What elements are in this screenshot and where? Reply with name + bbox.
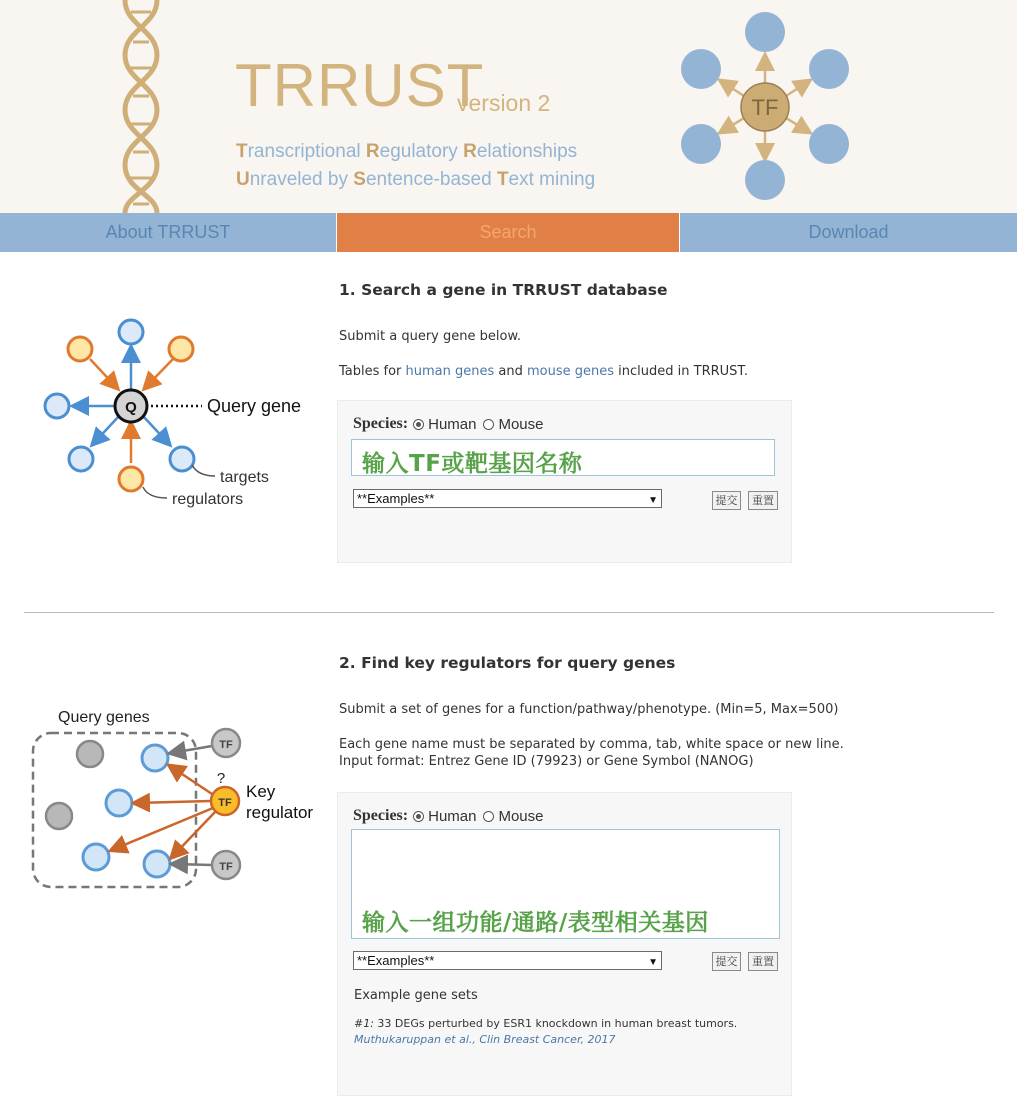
reset-button[interactable]: 重置	[748, 491, 778, 510]
svg-text:?: ?	[216, 770, 226, 787]
example-1-reference-link[interactable]: Muthukaruppan et al., Clin Breast Cancer, 2017	[354, 1033, 616, 1046]
regulators-label: regulators	[172, 491, 244, 508]
example-gene-set-1: #1: 33 DEGs perturbed by ESR1 knockdown in human breast tumors.	[354, 1017, 738, 1030]
submit-button[interactable]: 提交	[712, 491, 741, 510]
dna-helix-icon	[115, 0, 165, 213]
input-hint-overlay: 输入TF或靶基因名称	[362, 451, 583, 477]
key-label: Key	[246, 782, 276, 801]
section1-title: 1. Search a gene in TRRUST database	[339, 281, 668, 299]
section2-desc2: Each gene name must be separated by comma, tab, white space or new line.	[339, 737, 844, 752]
tagline-line-1: Transcriptional Regulatory Relationships	[236, 141, 578, 162]
gene-set-textarea[interactable]	[351, 829, 780, 939]
key-regulator-form	[337, 792, 792, 1096]
section1-desc: Submit a query gene below.	[339, 329, 522, 344]
human-genes-link[interactable]: human genes	[405, 364, 495, 379]
section-divider	[24, 612, 994, 613]
example-gene-sets-heading: Example gene sets	[354, 988, 478, 1003]
chevron-down-icon: ▼	[648, 495, 658, 506]
mouse-genes-link[interactable]: mouse genes	[527, 364, 615, 379]
tf-network-logo-icon	[676, 8, 856, 206]
section1-tables-line: Tables for human genes and mouse genes included in TRRUST.	[339, 364, 748, 379]
query-genes-label: Query genes	[58, 709, 150, 726]
species-human-radio[interactable]	[413, 419, 424, 430]
site-title: TRRUST	[235, 52, 485, 119]
regulator-label: regulator	[246, 803, 314, 822]
svg-text:TF: TF	[219, 739, 233, 751]
query-gene-label: Query gene	[207, 396, 302, 416]
textarea-hint-overlay: 输入一组功能/通路/表型相关基因	[362, 910, 709, 936]
main-nav	[0, 213, 1017, 252]
species-selector-2: Species: Human Mouse	[353, 807, 544, 825]
nav-download[interactable]: Download	[680, 213, 1017, 252]
nav-about[interactable]: About TRRUST	[0, 213, 337, 252]
query-gene-diagram	[30, 310, 325, 515]
gene-query-input[interactable]	[351, 439, 775, 476]
reset-button-2[interactable]: 重置	[748, 952, 778, 971]
examples-select-2[interactable]: **Examples** ▼	[353, 951, 662, 970]
species-mouse-radio[interactable]	[483, 419, 494, 430]
section2-title: 2. Find key regulators for query genes	[339, 654, 676, 672]
targets-label: targets	[220, 469, 269, 486]
key-regulator-diagram	[25, 700, 325, 895]
tagline-line-2: Unraveled by Sentence-based Text mining	[236, 169, 596, 190]
tf-logo-label: TF	[751, 95, 779, 120]
species-selector: Species: Human Mouse	[353, 415, 544, 433]
section2-desc: Submit a set of genes for a function/pathway/phenotype. (Min=5, Max=500)	[339, 702, 839, 717]
svg-text:TF: TF	[219, 861, 233, 873]
examples-select[interactable]: **Examples** ▼	[353, 489, 662, 508]
svg-text:TF: TF	[218, 797, 232, 809]
nav-search[interactable]: Search	[337, 213, 680, 252]
site-header	[0, 0, 1017, 213]
site-version: version 2	[457, 90, 551, 116]
svg-text:Q: Q	[125, 399, 137, 416]
chevron-down-icon: ▼	[648, 957, 658, 968]
species-mouse-radio-2[interactable]	[483, 811, 494, 822]
gene-search-form	[337, 400, 792, 563]
section2-desc3: Input format: Entrez Gene ID (79923) or Gene Symbol (NANOG)	[339, 754, 754, 769]
species-human-radio-2[interactable]	[413, 811, 424, 822]
submit-button-2[interactable]: 提交	[712, 952, 741, 971]
